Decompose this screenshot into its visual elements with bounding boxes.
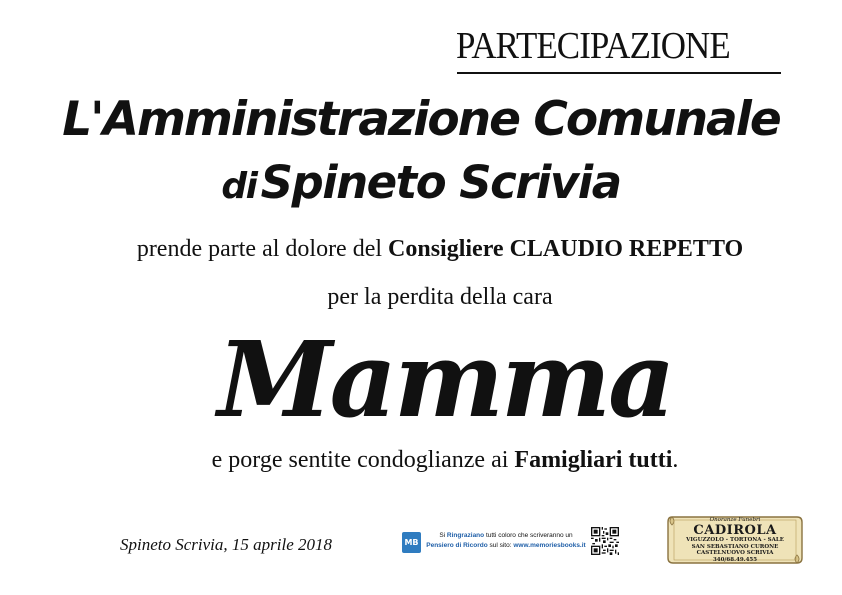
sender-name: L'Amministrazione Comunale (62, 92, 780, 147)
thanks-p2: Ringraziano (446, 532, 485, 539)
memoriesbooks-logo-icon: MB (402, 532, 421, 553)
message-line-1 (0, 236, 842, 263)
sender-municipality-name: Spineto Scrivia (260, 156, 621, 209)
message-line-3 (0, 447, 842, 474)
place-date: Spineto Scrivia, 15 aprile 2018 (120, 535, 333, 554)
message-line-3-bold: Famigliari tutti (514, 447, 673, 473)
notice-heading: PARTECIPAZIONE (456, 25, 730, 67)
funeral-home-phone: 340/68.49.455 (712, 556, 758, 563)
thanks-p3: tutti coloro che scriveranno un (485, 532, 573, 539)
message-line-3-text: e porge sentite condoglianze ai (211, 447, 509, 473)
funeral-home-locations-1: VIGUZZOLO - TORTONA - SALE (686, 537, 784, 543)
sender-municipality (0, 156, 842, 209)
deceased-relation: Mamma (217, 318, 673, 441)
funeral-home-locations-3: CASTELNUOVO SCRIVIA (696, 550, 774, 556)
qr-code-icon[interactable] (591, 527, 619, 555)
sender-municipality-prefix: di (221, 166, 257, 207)
funeral-home-text (678, 517, 792, 563)
funeral-home-subtitle: Onoranze Funebri (709, 517, 761, 523)
thanks-p5: sul sito: (489, 542, 512, 549)
memoriesbooks-link[interactable]: www.memoriesbooks.it (513, 542, 586, 549)
message-line-2: per la perdita della cara (327, 284, 553, 310)
message-line-1-text: prende parte al dolore del (136, 236, 383, 262)
message-line-3-end: . (672, 447, 679, 473)
funeral-home-locations-2: SAN SEBASTIANO CURONE (691, 543, 779, 550)
message-line-1-bold: Consigliere CLAUDIO REPETTO (388, 236, 744, 262)
thanks-text (426, 531, 586, 551)
heading-underline (457, 72, 781, 74)
thanks-p4: Pensiero di Ricordo (426, 542, 488, 549)
funeral-home-name: CADIROLA (693, 523, 777, 538)
funeral-home-badge (666, 513, 804, 567)
thanks-p1: Si (439, 532, 446, 539)
